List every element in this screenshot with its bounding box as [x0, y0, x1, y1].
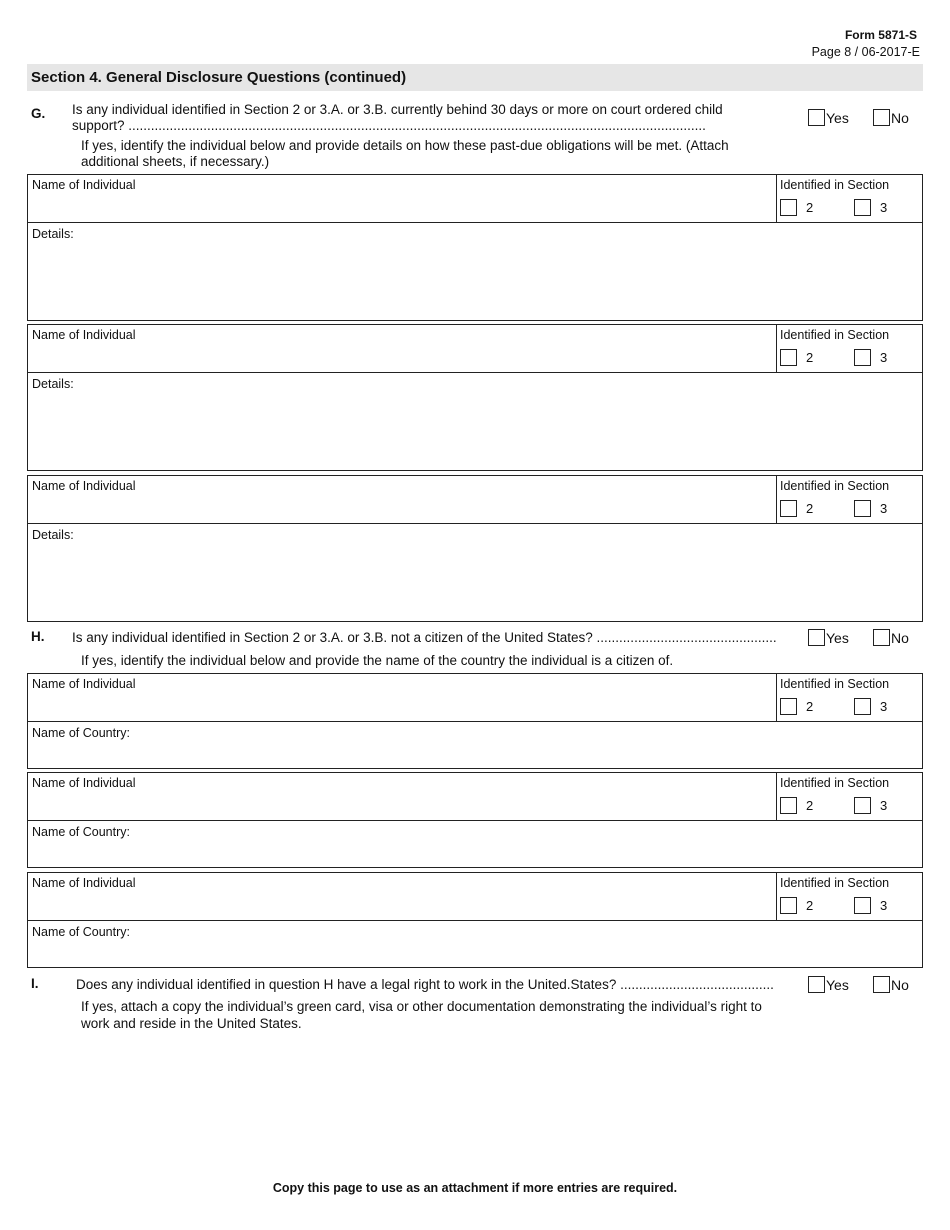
question-g-instruction-line1: If yes, identify the individual below and provide details on how these past-due obligations will be met. (Attach [81, 138, 729, 153]
question-h-no-label: No [891, 629, 909, 646]
name-of-individual-label: Name of Individual [32, 677, 136, 691]
section-2-checkbox[interactable] [780, 500, 797, 517]
identified-in-section [776, 325, 923, 372]
section-3-checkbox[interactable] [854, 797, 871, 814]
g-entry-2 [27, 324, 923, 471]
question-g-yes-checkbox[interactable] [808, 109, 825, 126]
h-entry-3 [27, 872, 923, 968]
identified-in-section-label: Identified in Section [780, 876, 890, 890]
name-of-individual-label: Name of Individual [32, 479, 136, 493]
identified-in-section [776, 476, 923, 523]
section-3-checkbox[interactable] [854, 199, 871, 216]
name-of-country-label: Name of Country: [32, 726, 130, 740]
question-i-instruction-line2: work and reside in the United States. [81, 1016, 302, 1031]
question-g-no-checkbox[interactable] [873, 109, 890, 126]
name-of-individual-label: Name of Individual [32, 876, 136, 890]
question-h-letter: H. [31, 629, 45, 644]
section-2-label: 2 [806, 200, 814, 215]
h-entry-2-name-row[interactable] [28, 773, 922, 821]
section-2-option[interactable] [780, 349, 813, 366]
section-3-label: 3 [880, 699, 888, 714]
section-2-option[interactable] [780, 199, 813, 216]
page-info: Page 8 / 06-2017-E [811, 45, 920, 59]
section-3-option[interactable] [854, 349, 887, 366]
question-g-yes-label: Yes [826, 109, 849, 126]
question-h-no-option[interactable] [873, 629, 909, 646]
g-entry-2-name-row[interactable] [28, 325, 922, 373]
section-2-label: 2 [806, 798, 814, 813]
section-3-checkbox[interactable] [854, 349, 871, 366]
section-title: Section 4. General Disclosure Questions (continued) [31, 69, 407, 86]
question-g-letter: G. [31, 106, 46, 121]
identified-in-section [776, 674, 923, 721]
section-3-label: 3 [880, 898, 888, 913]
question-g-no-option[interactable] [873, 109, 909, 126]
question-i-no-option[interactable] [873, 976, 909, 993]
section-3-checkbox[interactable] [854, 500, 871, 517]
name-of-individual-label: Name of Individual [32, 328, 136, 342]
name-of-individual-label: Name of Individual [32, 776, 136, 790]
question-h-text: Is any individual identified in Section 2 or 3.A. or 3.B. not a citizen of the United States? ................................................ [72, 630, 777, 645]
section-2-checkbox[interactable] [780, 897, 797, 914]
h-entry-1-name-row[interactable] [28, 674, 922, 722]
name-of-country-label: Name of Country: [32, 825, 130, 839]
question-i-yes-option[interactable] [808, 976, 849, 993]
g-entry-1-name-row[interactable] [28, 175, 922, 223]
section-2-option[interactable] [780, 897, 813, 914]
question-h-yes-label: Yes [826, 629, 849, 646]
section-2-label: 2 [806, 350, 814, 365]
question-g-text [72, 102, 802, 134]
section-2-checkbox[interactable] [780, 199, 797, 216]
question-i-no-checkbox[interactable] [873, 976, 890, 993]
question-i-instruction [81, 998, 821, 1032]
identified-in-section-label: Identified in Section [780, 479, 890, 493]
g-entry-3 [27, 475, 923, 622]
question-i-text: Does any individual identified in question H have a legal right to work in the United.States? ......................................... [76, 977, 774, 992]
question-g-line1: Is any individual identified in Section 2 or 3.A. or 3.B. currently behind 30 days or more on court ordered child [72, 102, 723, 117]
details-label: Details: [32, 377, 74, 391]
g-entry-3-name-row[interactable] [28, 476, 922, 524]
question-g-yes-option[interactable] [808, 109, 849, 126]
question-g-line2: support? .......................................................................................................................................................... [72, 118, 706, 133]
question-i-instruction-line1: If yes, attach a copy the individual’s green card, visa or other documentation demonstrating the individual’s right to [81, 999, 762, 1014]
question-g-instruction-line2: additional sheets, if necessary.) [81, 154, 270, 169]
identified-in-section-label: Identified in Section [780, 178, 890, 192]
question-g-instruction [81, 138, 801, 170]
question-i-yes-checkbox[interactable] [808, 976, 825, 993]
section-2-label: 2 [806, 898, 814, 913]
section-3-option[interactable] [854, 897, 887, 914]
h-entry-3-name-row[interactable] [28, 873, 922, 921]
question-h-yes-option[interactable] [808, 629, 849, 646]
details-label: Details: [32, 227, 74, 241]
footer-note: Copy this page to use as an attachment if more entries are required. [272, 1181, 678, 1195]
section-header [27, 64, 923, 91]
h-entry-2 [27, 772, 923, 868]
section-3-label: 3 [880, 798, 888, 813]
question-i-letter: I. [31, 976, 39, 991]
h-entry-1 [27, 673, 923, 769]
question-h-yes-checkbox[interactable] [808, 629, 825, 646]
section-3-checkbox[interactable] [854, 897, 871, 914]
identified-in-section-label: Identified in Section [780, 677, 890, 691]
section-3-option[interactable] [854, 500, 887, 517]
form-number: Form 5871-S [844, 28, 917, 42]
identified-in-section [776, 175, 923, 222]
section-2-option[interactable] [780, 797, 813, 814]
question-h-no-checkbox[interactable] [873, 629, 890, 646]
question-i-yes-label: Yes [826, 976, 849, 993]
identified-in-section [776, 773, 923, 820]
section-2-option[interactable] [780, 698, 813, 715]
section-2-option[interactable] [780, 500, 813, 517]
section-3-checkbox[interactable] [854, 698, 871, 715]
section-2-checkbox[interactable] [780, 797, 797, 814]
section-3-option[interactable] [854, 199, 887, 216]
section-3-label: 3 [880, 501, 888, 516]
section-3-label: 3 [880, 350, 888, 365]
identified-in-section-label: Identified in Section [780, 776, 890, 790]
details-label: Details: [32, 528, 74, 542]
section-3-label: 3 [880, 200, 888, 215]
question-i-no-label: No [891, 976, 909, 993]
question-g-no-label: No [891, 109, 909, 126]
g-entry-1 [27, 174, 923, 321]
section-2-label: 2 [806, 501, 814, 516]
question-h-instruction: If yes, identify the individual below and provide the name of the country the individual is a citizen of. [81, 653, 674, 668]
section-2-checkbox[interactable] [780, 349, 797, 366]
section-3-option[interactable] [854, 698, 887, 715]
section-2-checkbox[interactable] [780, 698, 797, 715]
section-2-label: 2 [806, 699, 814, 714]
section-3-option[interactable] [854, 797, 887, 814]
identified-in-section-label: Identified in Section [780, 328, 890, 342]
identified-in-section [776, 873, 923, 920]
name-of-country-label: Name of Country: [32, 925, 130, 939]
name-of-individual-label: Name of Individual [32, 178, 136, 192]
